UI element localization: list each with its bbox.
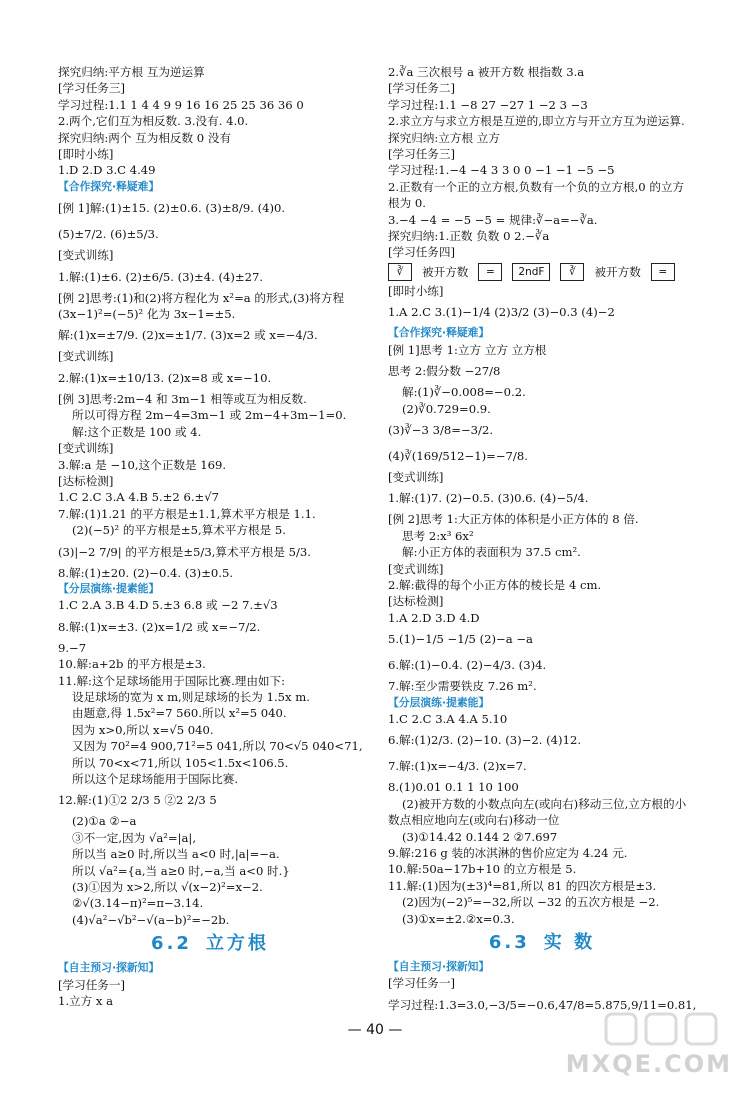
answer-line: (3)∛−3 3/8=−3/2. [388, 422, 494, 437]
answer-line: 又因为 70²=4 900,71²=5 041,所以 70<√5 040<71, [72, 739, 363, 754]
answer-line: (4)√a²−√b²−√(a−b)²=−2b. [72, 912, 230, 927]
answer-line: [学习任务三] [58, 81, 126, 96]
answer-line: 6.解:(1)2/3. (2)−10. (3)−2. (4)12. [388, 733, 582, 748]
answer-line: [达标检测] [58, 473, 114, 488]
chapter-number: 6.3 [488, 932, 530, 954]
answer-line: 1.C 2.C 3.A 4.B 5.±2 6.±√7 [58, 490, 219, 505]
answer-line: [即时小练] [58, 147, 114, 162]
answer-line: [即时小练] [388, 283, 444, 298]
answer-line: 10.解:50a−17b+10 的立方根是 5. [388, 862, 577, 877]
answer-line: 探究归纳:两个 互为相反数 0 没有 [58, 130, 232, 145]
page-number: — 40 — [347, 1022, 403, 1038]
answer-line: [学习任务一] [388, 976, 456, 991]
answer-line: (3)①x=±2.②x=0.3. [402, 911, 515, 926]
answer-line: [变式训练] [388, 469, 444, 484]
answer-line: [学习任务二] [388, 81, 456, 96]
answer-line: 所以可得方程 2m−4=3m−1 或 2m−4+3m−1=0. [72, 408, 347, 423]
answer-line: 2.解:截得的每个小正方体的棱长是 4 cm. [388, 577, 602, 592]
answer-line: 2.正数有一个正的立方根,负数有一个负的立方根,0 的立方 [388, 179, 685, 194]
answer-line: 思考 2:假分数 −27/8 [388, 364, 501, 379]
answer-line: 探究归纳:1.正数 负数 0 2.−∛a [388, 229, 550, 244]
answer-line: [例 2]思考:(1)和(2)将方程化为 x²=a 的形式,(3)将方程 [58, 290, 345, 305]
answer-line: [变式训练] [58, 248, 114, 263]
answer-line: 解:(1)∛−0.008=−0.2. [402, 385, 526, 400]
calculator-key-sequence [388, 261, 710, 283]
answer-line: [例 1]解:(1)±15. (2)±0.6. (3)±8/9. (4)0. [58, 201, 286, 216]
answer-line: 1.解:(1)±6. (2)±6/5. (3)±4. (4)±27. [58, 269, 264, 284]
section-header: 【自主预习·探新知】 [388, 960, 490, 974]
answer-line: [学习任务四] [388, 245, 456, 260]
answer-line: ③不一定,因为 √a²=|a|, [72, 830, 197, 845]
answer-line: 设足球场的宽为 x m,则足球场的长为 1.5x m. [72, 689, 310, 704]
answer-line: 解:(1)x=±7/9. (2)x=±1/7. (3)x=2 或 x=−4/3. [58, 328, 318, 343]
answer-line: 根为 0. [388, 196, 426, 211]
answer-line: 1.A 2.D 3.D 4.D [388, 610, 480, 625]
answer-line: 2.求立方与求立方根是互逆的,即立方与开立方互为逆运算. [388, 114, 685, 129]
key-label: 被开方数 [594, 264, 641, 279]
answer-line: 1.A 2.C 3.(1)−1/4 (2)3/2 (3)−0.3 (4)−2 [388, 305, 615, 320]
answer-line: 7.解:(1)1.21 的平方根是±1.1,算术平方根是 1.1. [58, 506, 316, 521]
answer-line: (4)∛(169/512−1)=−7/8. [388, 448, 528, 463]
calculator-key-icon: 2ndF [512, 263, 550, 281]
answer-line: 6.解:(1)−0.4. (2)−4/3. (3)4. [388, 658, 547, 673]
answer-line: [变式训练] [58, 441, 114, 456]
watermark-text: MXQE.COM [565, 1050, 732, 1078]
answer-line: 8.解:(1)±20. (2)−0.4. (3)±0.5. [58, 565, 234, 580]
answer-line: (3)|−2 7/9| 的平方根是±5/3,算术平方根是 5/3. [58, 544, 311, 559]
answer-line: 1.立方 x a [58, 994, 114, 1009]
answer-line: 解:这个正数是 100 或 4. [72, 424, 202, 439]
section-header: 【合作探究·释疑难】 [388, 326, 490, 340]
answer-line: 1.D 2.D 3.C 4.49 [58, 163, 156, 178]
answer-line: (2)因为(−2)⁵=−32,所以 −32 的五次方根是 −2. [402, 895, 660, 910]
watermark-logo-icon [604, 1010, 722, 1050]
answer-line: 7.解:(1)x=−4/3. (2)x=7. [388, 759, 527, 774]
answer-line: 10.解:a+2b 的平方根是±3. [58, 657, 206, 672]
key-label: 被开方数 [422, 264, 469, 279]
answer-line: 11.解:这个足球场能用于国际比赛.理由如下: [58, 673, 286, 688]
answer-line: 9.−7 [58, 640, 87, 655]
answer-line: 探究归纳:立方根 立方 [388, 130, 500, 145]
answer-line: 12.解:(1)①2 2/3 5 ②2 2/3 5 [58, 793, 217, 808]
calculator-key-icon: ∛ [388, 263, 412, 281]
answer-line: (2)被开方数的小数点向左(或向右)移动三位,立方根的小 [402, 796, 687, 811]
answer-line: [例 3]思考:2m−4 和 3m−1 相等或互为相反数. [58, 391, 307, 406]
answer-line: [变式训练] [388, 561, 444, 576]
answer-line: 由题意,得 1.5x²=7 560.所以 x²=5 040. [72, 706, 287, 721]
answer-line: 思考 2:x³ 6x² [402, 528, 474, 543]
answer-line: 2.解:(1)x=±10/13. (2)x=8 或 x=−10. [58, 370, 272, 385]
chapter-name: 立方根 [205, 933, 269, 955]
answer-line: [变式训练] [58, 349, 114, 364]
section-header: 【分层演练·提素能】 [388, 695, 490, 709]
answer-line: 学习过程:1.−4 −4 3 3 0 0 −1 −1 −5 −5 [388, 163, 615, 178]
answer-line: 数点相应地向左(或向右)移动一位 [388, 813, 560, 828]
answer-line: 探究归纳:平方根 互为逆运算 [58, 65, 205, 79]
chapter-title [388, 932, 710, 957]
answer-line: 1.C 2.C 3.A 4.A 5.10 [388, 711, 508, 726]
left-column [58, 64, 376, 1009]
chapter-title [58, 933, 376, 958]
answer-line: (3x−1)²=(−5)² 化为 3x−1=±5. [58, 307, 236, 322]
section-header: 【分层演练·提素能】 [58, 581, 160, 595]
answer-line: 8.解:(1)x=±3. (2)x=1/2 或 x=−7/2. [58, 619, 261, 634]
answer-line: 学习过程:1.1 −8 27 −27 1 −2 3 −3 [388, 97, 588, 112]
answer-line: 1.C 2.A 3.B 4.D 5.±3 6.8 或 −2 7.±√3 [58, 598, 278, 613]
answer-line: 5.(1)−1/5 −1/5 (2)−a −a [388, 632, 533, 647]
calculator-key-icon: = [651, 263, 675, 281]
section-header: 【合作探究·释疑难】 [58, 179, 160, 193]
answer-line: 所以 70<x<71,所以 105<1.5x<106.5. [72, 755, 289, 770]
answer-line: 因为 x>0,所以 x=√5 040. [72, 722, 214, 737]
answer-line: 2.两个,它们互为相反数. 3.没有. 4.0. [58, 114, 249, 129]
answer-line: [达标检测] [388, 594, 444, 609]
right-column [388, 64, 710, 1018]
answer-line: 2.∛a 三次根号 a 被开方数 根指数 3.a [388, 65, 585, 79]
answer-line: 所以这个足球场能用于国际比赛. [72, 772, 238, 786]
answer-line: (2)①a ②−a [72, 814, 137, 829]
answer-line: 学习过程:1.3=3.0,−3/5=−0.6,47/8=5.875,9/11=0.81, [388, 997, 697, 1012]
answer-line: [学习任务三] [388, 147, 456, 162]
answer-line: (2)∛0.729=0.9. [402, 401, 491, 416]
answer-line: [例 1]思考 1:立方 立方 立方根 [388, 342, 547, 357]
answer-line: (2)(−5)² 的平方根是±5,算术平方根是 5. [72, 523, 286, 538]
answer-line: 8.(1)0.01 0.1 1 10 100 [388, 780, 519, 795]
answer-line: 解:小正方体的表面积为 37.5 cm². [402, 545, 581, 560]
answer-line: 1.解:(1)7. (2)−0.5. (3)0.6. (4)−5/4. [388, 491, 589, 506]
answer-line: 所以 √a²={a,当 a≥0 时,−a,当 a<0 时.} [72, 863, 290, 878]
answer-line: 学习过程:1.1 1 4 4 9 9 16 16 25 25 36 36 0 [58, 97, 304, 112]
answer-line: (3)①14.42 0.144 2 ②7.697 [402, 829, 558, 844]
answer-line: 3.解:a 是 −10,这个正数是 169. [58, 457, 227, 472]
answer-line: 9.解:216 g 装的冰淇淋的售价应定为 4.24 元. [388, 846, 628, 860]
calculator-key-icon: ∛ [560, 263, 584, 281]
calculator-key-icon: = [478, 263, 502, 281]
answer-line: (5)±7/2. (6)±5/3. [58, 227, 159, 242]
chapter-number: 6.2 [151, 933, 192, 955]
answer-line: 7.解:至少需要铁皮 7.26 m². [388, 679, 537, 694]
section-header: 【自主预习·探新知】 [58, 961, 160, 975]
chapter-name: 实 数 [543, 932, 596, 954]
answer-line: [例 2]思考 1:大正方体的体积是小正方体的 8 倍. [388, 512, 639, 527]
answer-line: ②√(3.14−π)²=π−3.14. [72, 896, 204, 911]
answer-line: (3)①因为 x>2,所以 √(x−2)²=x−2. [72, 880, 263, 895]
answer-line: 3.−4 −4 = −5 −5 = 规律:∛−a=−∛a. [388, 212, 598, 227]
answer-line: [学习任务一] [58, 977, 126, 992]
answer-line: 11.解:(1)因为(±3)⁴=81,所以 81 的四次方根是±3. [388, 878, 657, 893]
answer-line: 所以当 a≥0 时,所以当 a<0 时,|a|=−a. [72, 847, 280, 862]
